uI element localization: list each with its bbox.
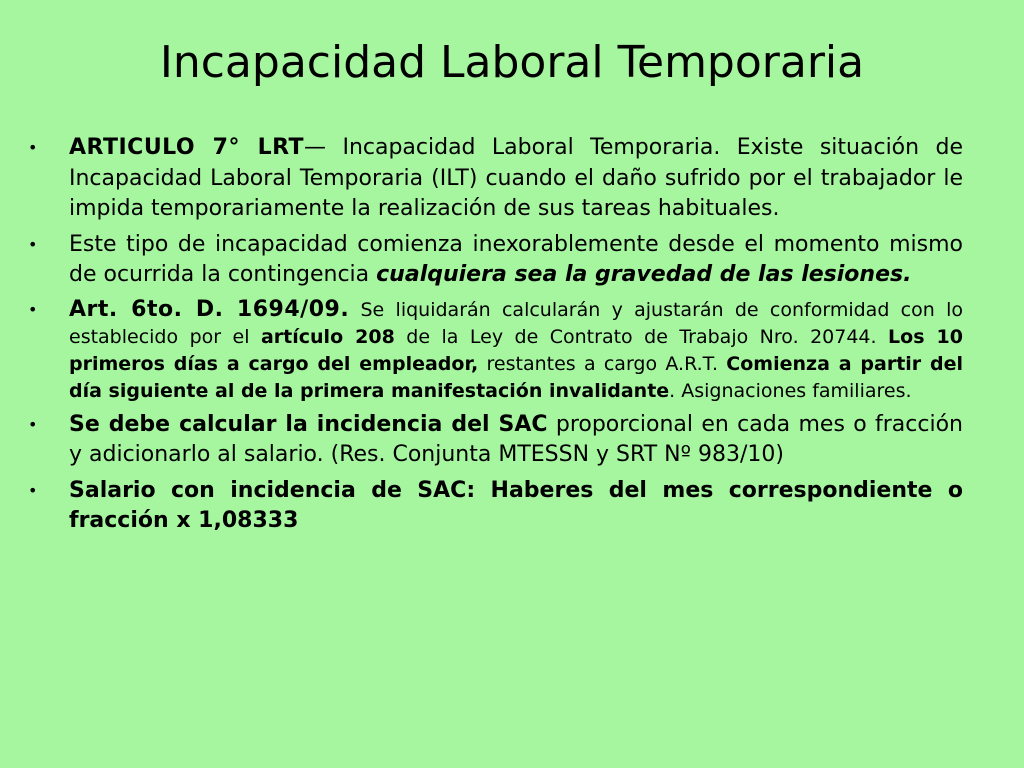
bullet-item-salario [28, 476, 963, 537]
bullet-icon: • [28, 414, 38, 434]
bullet-icon: • [28, 234, 38, 254]
bullet-text: . Asignaciones familiares. [669, 379, 912, 402]
bullet-bold-text: Se debe calcular la incidencia del SAC [69, 411, 548, 437]
bullet-item-art-6to [28, 296, 963, 405]
bullet-icon: • [28, 138, 38, 157]
bullet-bold-text: ARTICULO 7° LRT [69, 135, 305, 160]
bullet-bold-text: Los 10 primeros días a cargo del empleador, [69, 325, 963, 375]
bullet-text: — Incapacidad Laboral Temporaria. Existe situación de Incapacidad Laboral Temporaria (ILT) cuando el daño sufrido por el trabajador le impida temporariamente la realización de sus tareas habituales. [69, 135, 963, 221]
bullet-icon: • [28, 480, 38, 500]
bullet-text: de la Ley de Contrato de Trabajo Nro. 20744. [394, 325, 889, 348]
bullet-bold-lead: Art. 6to. D. 1694/09. [69, 296, 350, 322]
bullet-bold-text: Comienza a partir del día siguiente al de la primera manifestación invalidante [69, 352, 964, 402]
bullet-bold-text: artículo 208 [260, 325, 395, 348]
bullet-icon: • [28, 299, 38, 319]
bullet-item-sac [28, 410, 963, 471]
bullet-text: Este tipo de incapacidad comienza inexorablemente desde el momento mismo de ocurrida la contingencia [69, 231, 963, 287]
bullet-list [28, 133, 963, 537]
bullet-bold-text: Salario con incidencia de SAC: Haberes del mes correspondiente o fracción x 1,08333 [69, 477, 963, 533]
bullet-text: Se liquidarán calcularán y ajustarán de conformidad con lo establecido por el [69, 298, 964, 348]
bullet-text: proporcional en cada mes o fracción y adicionarlo al salario. (Res. Conjunta MTESSN y SRT Nº 983/10) [69, 411, 963, 467]
bullet-item-tipo-incapacidad [28, 230, 963, 291]
slide-title: Incapacidad Laboral Temporaria [159, 37, 865, 88]
bullet-bold-italic-text: cualquiera sea la gravedad de las lesiones. [376, 262, 912, 287]
bullet-text: restantes a cargo A.R.T. [478, 352, 727, 375]
bullet-item-articulo-7 [28, 133, 963, 225]
